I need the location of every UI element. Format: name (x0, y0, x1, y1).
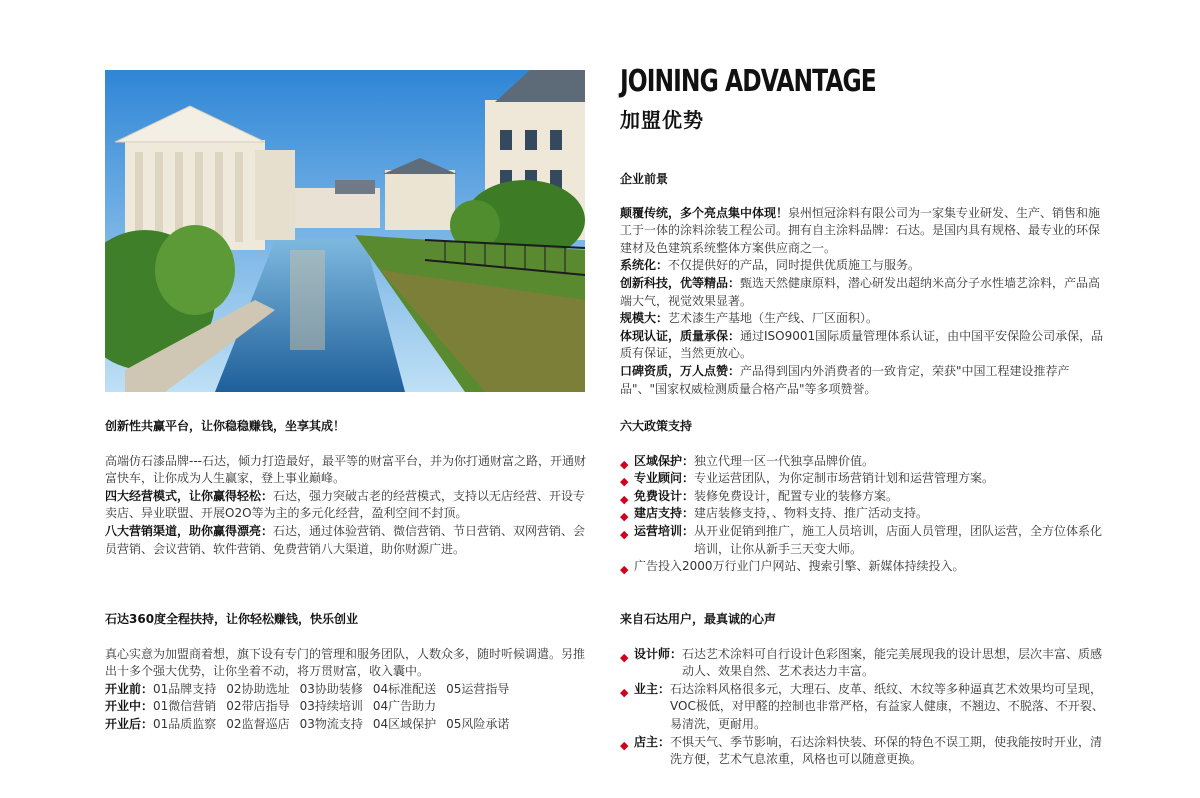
support360-section (105, 611, 589, 734)
diamond-icon: ◆ (620, 563, 629, 577)
support360-title: 石达360度全程扶持，让你轻松赚钱，快乐创业 (105, 612, 359, 626)
diamond-icon: ◆ (620, 738, 629, 752)
platform-item: 四大经营模式，让你赢得轻松：石达，强力突破古老的经营模式，支持以无店经营、开设专卖店、异业联盟、开展O2O等为主的多元化经营，盈利空间不封顶。 (105, 488, 586, 521)
voice-item: ◆ 设计师： 石达艺术涂料可自行设计色彩图案，能完美展现我的设计思想，层次丰富、质感动人、效果自然、艺术表达力丰富。 (620, 646, 1103, 679)
policy-item: ◆ 区域保护： 独立代理一区一代独享品牌价值。 (620, 453, 1104, 471)
diamond-icon: ◆ (620, 685, 629, 699)
policies-section (620, 418, 1104, 576)
voices-title: 来自石达用户，最真诚的心声 (620, 612, 777, 626)
diamond-icon: ◆ (620, 457, 629, 471)
prospects-item: 口碑资质，万人点赞：产品得到国内外消费者的一致肯定，荣获"中国工程建设推荐产品"、"国家权威检测质量合格产品"等多项赞誉。 (620, 363, 1070, 396)
prospects-section (620, 171, 1104, 398)
prospects-item: 规模大：艺术漆生产基地（生产线、厂区面积）。 (620, 311, 879, 326)
diamond-icon: ◆ (620, 475, 629, 489)
policy-item: ◆ 运营培训： 从开业促销到推广，施工人员培训，店面人员管理，团队运营，全方位体系化培训，让你从新手三天变大师。 (620, 523, 1103, 556)
stage-row: 开业中：01微信营销 02带店指导 03持续培训 04广告助力 (105, 699, 437, 714)
policy-item: ◆ 建店支持： 建店装修支持，、物料支持、推广活动支持。 (620, 505, 1104, 523)
platform-section (105, 418, 589, 558)
diamond-icon: ◆ (620, 527, 629, 541)
support360-intro: 真心实意为加盟商着想，旗下设有专门的管理和服务团队，人数众多，随时听候调遣。另推出十多个强大优势，让你坐着不动，将万贯财富，收入囊中。 (105, 646, 586, 679)
platform-title: 创新性共赢平台，让你稳稳赚钱，坐享其成！ (105, 419, 346, 433)
heading-en: JOINING ADVANTAGE (620, 64, 876, 99)
prospects-item: 系统化：不仅提供好的产品，同时提供优质施工与服务。 (620, 258, 921, 273)
prospects-title: 企业前景 (620, 172, 669, 186)
prospects-item: 体现认证，质量承保：通过ISO9001国际质量管理体系认证，由中国平安保险公司承保，品质有保证，当然更放心。 (620, 328, 1104, 361)
voice-item: ◆ 业主： 石达涂料风格很多元，大理石、皮革、纸纹、木纹等多种逼真艺术效果均可呈现，VOC极低，对甲醛的控制也非常严格，有益家人健康，不翘边、不脱落、不开裂、易清洗，更耐用。 (620, 681, 1104, 731)
policy-item: ◆ 专业顾问： 专业运营团队，为你定制市场营销计划和运营管理方案。 (620, 470, 1104, 488)
diamond-icon: ◆ (620, 492, 629, 506)
heading-cn: 加盟优势 (620, 108, 704, 132)
policy-item: ◆ 广告投入2000万行业门户网站、搜索引擎、新媒体持续投入。 (620, 558, 1104, 576)
prospects-item: 创新科技，优等精品：甄选天然健康原料，潜心研发出超纳米高分子水性墙艺涂料，产品高端大气，视觉效果显著。 (620, 275, 1101, 308)
platform-intro: 高端仿石漆品牌---石达，倾力打造最好，最平等的财富平台，并为你打通财富之路，开通财富快车，让你成为人生赢家，登上事业巅峰。 (105, 453, 586, 486)
policy-item: ◆ 免费设计： 装修免费设计，配置专业的装修方案。 (620, 488, 1104, 506)
stage-row: 开业后：01品质监察 02监督巡店 03物流支持 04区域保护 05风险承诺 (105, 716, 510, 731)
prospects-item: 颠覆传统，多个亮点集中体现！泉州恒冠涂料有限公司为一家集专业研发、生产、销售和施工于一体的涂料涂装工程公司。拥有自主涂料品牌：石达。是国内具有规格、最专业的环保建材及色建筑系统整体方案供应商之一。 (620, 205, 1101, 255)
stage-row: 开业前：01品牌支持 02协助选址 03协助装修 04标准配送 05运营指导 (105, 681, 510, 696)
diamond-icon: ◆ (620, 510, 629, 524)
voice-item: ◆ 店主： 不惧天气、季节影响，石达涂料快装、环保的特色不误工期，使我能按时开业，清洗方便，艺术气息浓重，风格也可以随意更换。 (620, 734, 1103, 767)
platform-item: 八大营销渠道，助你赢得漂亮：石达，通过体验营销、微信营销、节日营销、双网营销、会员营销、会议营销、软件营销、免费营销八大渠道，助你财源广进。 (105, 523, 586, 556)
voices-section (620, 611, 1104, 769)
policies-title: 六大政策支持 (620, 419, 693, 433)
hero-photo (105, 70, 585, 392)
diamond-icon: ◆ (620, 650, 629, 664)
